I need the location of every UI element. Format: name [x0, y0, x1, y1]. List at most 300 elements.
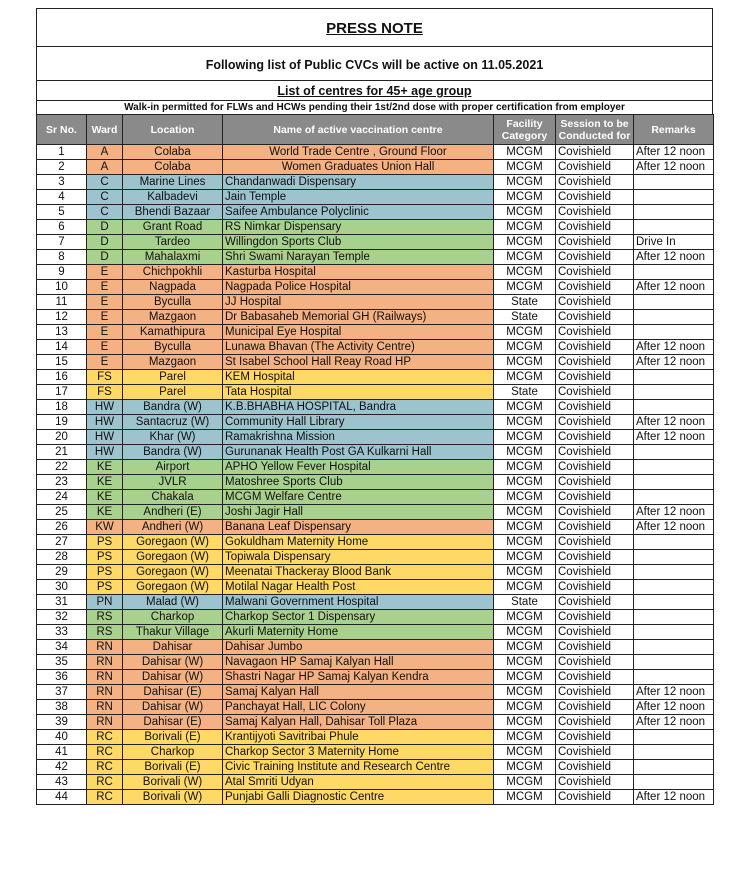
- cell-remarks: [634, 655, 714, 670]
- cell-sr-no: 29: [37, 565, 87, 580]
- cell-remarks: After 12 noon: [634, 520, 714, 535]
- cell-remarks: [634, 385, 714, 400]
- cell-location: Airport: [123, 460, 223, 475]
- cell-remarks: [634, 265, 714, 280]
- cell-ward: PS: [87, 550, 123, 565]
- cell-session: Covishield: [556, 265, 634, 280]
- cell-remarks: [634, 730, 714, 745]
- cell-centre-name: Dahisar Jumbo: [223, 640, 494, 655]
- cell-remarks: After 12 noon: [634, 685, 714, 700]
- cell-facility-category: State: [494, 310, 556, 325]
- table-row: [37, 760, 714, 775]
- cell-session: Covishield: [556, 235, 634, 250]
- cell-remarks: [634, 775, 714, 790]
- cell-facility-category: MCGM: [494, 550, 556, 565]
- column-header-session: Session to be Conducted for: [556, 115, 634, 145]
- cell-remarks: [634, 445, 714, 460]
- cell-location: Dahisar (E): [123, 685, 223, 700]
- cell-session: Covishield: [556, 730, 634, 745]
- cell-session: Covishield: [556, 355, 634, 370]
- cell-facility-category: MCGM: [494, 340, 556, 355]
- cell-session: Covishield: [556, 430, 634, 445]
- cell-facility-category: MCGM: [494, 700, 556, 715]
- cell-facility-category: MCGM: [494, 730, 556, 745]
- age-group-heading: [36, 80, 713, 100]
- cell-session: Covishield: [556, 505, 634, 520]
- cell-sr-no: 5: [37, 205, 87, 220]
- cell-location: Andheri (E): [123, 505, 223, 520]
- cell-remarks: [634, 595, 714, 610]
- cell-location: Parel: [123, 385, 223, 400]
- table-row: [37, 565, 714, 580]
- cell-session: Covishield: [556, 535, 634, 550]
- cell-remarks: [634, 490, 714, 505]
- cell-centre-name: Tata Hospital: [223, 385, 494, 400]
- cell-facility-category: MCGM: [494, 280, 556, 295]
- cell-ward: E: [87, 355, 123, 370]
- table-row: [37, 745, 714, 760]
- cell-sr-no: 42: [37, 760, 87, 775]
- cell-location: Bandra (W): [123, 445, 223, 460]
- table-row: [37, 700, 714, 715]
- cell-facility-category: MCGM: [494, 790, 556, 805]
- cell-ward: FS: [87, 385, 123, 400]
- cell-facility-category: MCGM: [494, 520, 556, 535]
- cell-location: Chichpokhli: [123, 265, 223, 280]
- cell-ward: RC: [87, 790, 123, 805]
- cell-location: Andheri (W): [123, 520, 223, 535]
- cell-sr-no: 14: [37, 340, 87, 355]
- table-row: [37, 190, 714, 205]
- cell-session: Covishield: [556, 475, 634, 490]
- cell-ward: RN: [87, 670, 123, 685]
- cell-centre-name: Women Graduates Union Hall: [223, 160, 494, 175]
- cell-session: Covishield: [556, 670, 634, 685]
- cell-centre-name: KEM Hospital: [223, 370, 494, 385]
- cell-ward: RN: [87, 700, 123, 715]
- cell-ward: D: [87, 220, 123, 235]
- cell-ward: KW: [87, 520, 123, 535]
- cell-location: Dahisar (W): [123, 700, 223, 715]
- age-group-heading-text: List of centres for 45+ age group: [277, 84, 472, 98]
- cell-remarks: [634, 760, 714, 775]
- cell-sr-no: 34: [37, 640, 87, 655]
- cell-facility-category: MCGM: [494, 415, 556, 430]
- cell-sr-no: 21: [37, 445, 87, 460]
- cell-ward: D: [87, 235, 123, 250]
- cell-facility-category: MCGM: [494, 220, 556, 235]
- cell-centre-name: JJ Hospital: [223, 295, 494, 310]
- cell-session: Covishield: [556, 760, 634, 775]
- cell-sr-no: 40: [37, 730, 87, 745]
- table-row: [37, 400, 714, 415]
- cell-remarks: [634, 205, 714, 220]
- cell-centre-name: Krantijyoti Savitribai Phule: [223, 730, 494, 745]
- cell-centre-name: Banana Leaf Dispensary: [223, 520, 494, 535]
- cell-remarks: [634, 625, 714, 640]
- cell-facility-category: MCGM: [494, 250, 556, 265]
- cell-sr-no: 16: [37, 370, 87, 385]
- cell-sr-no: 30: [37, 580, 87, 595]
- vaccination-centres-table: [36, 114, 714, 805]
- cell-facility-category: MCGM: [494, 745, 556, 760]
- cell-centre-name: Shastri Nagar HP Samaj Kalyan Kendra: [223, 670, 494, 685]
- cell-sr-no: 32: [37, 610, 87, 625]
- table-row: [37, 655, 714, 670]
- cell-centre-name: Municipal Eye Hospital: [223, 325, 494, 340]
- cell-ward: A: [87, 145, 123, 160]
- cell-ward: RN: [87, 640, 123, 655]
- table-row: [37, 670, 714, 685]
- cell-session: Covishield: [556, 190, 634, 205]
- cell-centre-name: MCGM Welfare Centre: [223, 490, 494, 505]
- cell-sr-no: 41: [37, 745, 87, 760]
- cell-centre-name: APHO Yellow Fever Hospital: [223, 460, 494, 475]
- cell-remarks: [634, 550, 714, 565]
- table-row: [37, 160, 714, 175]
- cell-remarks: [634, 190, 714, 205]
- table-row: [37, 580, 714, 595]
- table-row: [37, 445, 714, 460]
- cell-sr-no: 44: [37, 790, 87, 805]
- cell-sr-no: 12: [37, 310, 87, 325]
- cell-ward: RS: [87, 625, 123, 640]
- cell-centre-name: RS Nimkar Dispensary: [223, 220, 494, 235]
- table-row: [37, 295, 714, 310]
- cell-ward: RC: [87, 775, 123, 790]
- table-row: [37, 430, 714, 445]
- table-row: [37, 475, 714, 490]
- cell-sr-no: 31: [37, 595, 87, 610]
- cell-session: Covishield: [556, 295, 634, 310]
- cell-centre-name: Meenatai Thackeray Blood Bank: [223, 565, 494, 580]
- cell-centre-name: Akurli Maternity Home: [223, 625, 494, 640]
- cell-sr-no: 39: [37, 715, 87, 730]
- cell-remarks: [634, 580, 714, 595]
- cell-ward: PS: [87, 535, 123, 550]
- cell-sr-no: 2: [37, 160, 87, 175]
- cell-ward: HW: [87, 400, 123, 415]
- table-row: [37, 610, 714, 625]
- table-row: [37, 460, 714, 475]
- walk-in-note: Walk-in permitted for FLWs and HCWs pending their 1st/2nd dose with proper certification from employer: [36, 100, 713, 114]
- cell-remarks: [634, 370, 714, 385]
- table-row: [37, 235, 714, 250]
- cell-centre-name: Kasturba Hospital: [223, 265, 494, 280]
- cell-sr-no: 22: [37, 460, 87, 475]
- cell-session: Covishield: [556, 565, 634, 580]
- cell-session: Covishield: [556, 745, 634, 760]
- cell-facility-category: MCGM: [494, 580, 556, 595]
- cell-sr-no: 28: [37, 550, 87, 565]
- cell-centre-name: Joshi Jagir Hall: [223, 505, 494, 520]
- cell-ward: HW: [87, 430, 123, 445]
- table-row: [37, 790, 714, 805]
- cell-session: Covishield: [556, 655, 634, 670]
- cell-location: Kalbadevi: [123, 190, 223, 205]
- cell-remarks: [634, 175, 714, 190]
- column-header-category: Facility Category: [494, 115, 556, 145]
- cell-location: Goregaon (W): [123, 580, 223, 595]
- table-row: [37, 625, 714, 640]
- cell-location: Borivali (E): [123, 730, 223, 745]
- cell-centre-name: Ramakrishna Mission: [223, 430, 494, 445]
- cell-ward: HW: [87, 445, 123, 460]
- cell-session: Covishield: [556, 595, 634, 610]
- cell-remarks: After 12 noon: [634, 715, 714, 730]
- table-body: [37, 145, 714, 805]
- cell-location: JVLR: [123, 475, 223, 490]
- cell-location: Bhendi Bazaar: [123, 205, 223, 220]
- cell-sr-no: 25: [37, 505, 87, 520]
- cell-session: Covishield: [556, 145, 634, 160]
- cell-remarks: After 12 noon: [634, 145, 714, 160]
- table-row: [37, 370, 714, 385]
- cell-facility-category: MCGM: [494, 325, 556, 340]
- cell-remarks: [634, 295, 714, 310]
- table-row: [37, 535, 714, 550]
- cell-remarks: After 12 noon: [634, 415, 714, 430]
- cell-location: Charkop: [123, 610, 223, 625]
- cell-ward: FS: [87, 370, 123, 385]
- cell-ward: E: [87, 295, 123, 310]
- cell-centre-name: Shri Swami Narayan Temple: [223, 250, 494, 265]
- cell-session: Covishield: [556, 340, 634, 355]
- cell-ward: KE: [87, 475, 123, 490]
- cell-ward: A: [87, 160, 123, 175]
- cell-centre-name: Navagaon HP Samaj Kalyan Hall: [223, 655, 494, 670]
- column-header-ward: Ward: [87, 115, 123, 145]
- cell-location: Charkop: [123, 745, 223, 760]
- cell-centre-name: Charkop Sector 1 Dispensary: [223, 610, 494, 625]
- cell-facility-category: State: [494, 385, 556, 400]
- cell-session: Covishield: [556, 220, 634, 235]
- cell-location: Dahisar (W): [123, 670, 223, 685]
- cell-remarks: [634, 220, 714, 235]
- cell-remarks: Drive In: [634, 235, 714, 250]
- cell-sr-no: 17: [37, 385, 87, 400]
- cell-location: Borivali (E): [123, 760, 223, 775]
- cell-session: Covishield: [556, 175, 634, 190]
- cell-facility-category: MCGM: [494, 475, 556, 490]
- cell-facility-category: State: [494, 295, 556, 310]
- cell-facility-category: MCGM: [494, 145, 556, 160]
- cell-facility-category: MCGM: [494, 670, 556, 685]
- cell-ward: E: [87, 340, 123, 355]
- cell-sr-no: 23: [37, 475, 87, 490]
- cell-location: Bandra (W): [123, 400, 223, 415]
- cell-session: Covishield: [556, 445, 634, 460]
- table-header-row: [37, 115, 714, 145]
- document-subtitle: Following list of Public CVCs will be active on 11.05.2021: [36, 46, 713, 80]
- cell-ward: KE: [87, 460, 123, 475]
- cell-session: Covishield: [556, 325, 634, 340]
- press-note-sheet: [36, 8, 713, 805]
- cell-ward: E: [87, 265, 123, 280]
- cell-centre-name: Atal Smriti Udyan: [223, 775, 494, 790]
- cell-centre-name: Topiwala Dispensary: [223, 550, 494, 565]
- cell-sr-no: 13: [37, 325, 87, 340]
- cell-sr-no: 6: [37, 220, 87, 235]
- cell-centre-name: Jain Temple: [223, 190, 494, 205]
- column-header-centre: Name of active vaccination centre: [223, 115, 494, 145]
- cell-facility-category: MCGM: [494, 610, 556, 625]
- cell-facility-category: MCGM: [494, 370, 556, 385]
- cell-location: Chakala: [123, 490, 223, 505]
- cell-sr-no: 11: [37, 295, 87, 310]
- cell-sr-no: 20: [37, 430, 87, 445]
- cell-facility-category: MCGM: [494, 355, 556, 370]
- cell-facility-category: MCGM: [494, 640, 556, 655]
- cell-sr-no: 8: [37, 250, 87, 265]
- cell-location: Mazgaon: [123, 355, 223, 370]
- cell-facility-category: MCGM: [494, 430, 556, 445]
- cell-session: Covishield: [556, 685, 634, 700]
- cell-centre-name: Willingdon Sports Club: [223, 235, 494, 250]
- cell-facility-category: MCGM: [494, 685, 556, 700]
- cell-facility-category: MCGM: [494, 775, 556, 790]
- cell-centre-name: Dr Babasaheb Memorial GH (Railways): [223, 310, 494, 325]
- cell-session: Covishield: [556, 415, 634, 430]
- table-row: [37, 220, 714, 235]
- cell-ward: C: [87, 205, 123, 220]
- cell-session: Covishield: [556, 790, 634, 805]
- cell-centre-name: Samaj Kalyan Hall, Dahisar Toll Plaza: [223, 715, 494, 730]
- table-row: [37, 520, 714, 535]
- cell-centre-name: Matoshree Sports Club: [223, 475, 494, 490]
- cell-session: Covishield: [556, 370, 634, 385]
- cell-remarks: [634, 745, 714, 760]
- cell-remarks: [634, 640, 714, 655]
- cell-centre-name: Nagpada Police Hospital: [223, 280, 494, 295]
- cell-centre-name: Malwani Government Hospital: [223, 595, 494, 610]
- cell-location: Dahisar (W): [123, 655, 223, 670]
- cell-session: Covishield: [556, 550, 634, 565]
- cell-location: Khar (W): [123, 430, 223, 445]
- cell-sr-no: 24: [37, 490, 87, 505]
- cell-facility-category: MCGM: [494, 445, 556, 460]
- cell-session: Covishield: [556, 520, 634, 535]
- cell-facility-category: MCGM: [494, 625, 556, 640]
- column-header-location: Location: [123, 115, 223, 145]
- cell-facility-category: MCGM: [494, 490, 556, 505]
- table-row: [37, 145, 714, 160]
- cell-location: Dahisar: [123, 640, 223, 655]
- cell-session: Covishield: [556, 610, 634, 625]
- cell-ward: RN: [87, 715, 123, 730]
- table-row: [37, 415, 714, 430]
- cell-session: Covishield: [556, 640, 634, 655]
- cell-remarks: After 12 noon: [634, 340, 714, 355]
- cell-sr-no: 37: [37, 685, 87, 700]
- cell-remarks: [634, 610, 714, 625]
- cell-centre-name: Community Hall Library: [223, 415, 494, 430]
- cell-session: Covishield: [556, 310, 634, 325]
- cell-centre-name: Chandanwadi Dispensary: [223, 175, 494, 190]
- cell-location: Colaba: [123, 145, 223, 160]
- cell-session: Covishield: [556, 400, 634, 415]
- cell-ward: RS: [87, 610, 123, 625]
- cell-centre-name: Gurunanak Health Post GA Kulkarni Hall: [223, 445, 494, 460]
- cell-ward: PS: [87, 580, 123, 595]
- cell-remarks: [634, 565, 714, 580]
- cell-centre-name: Saifee Ambulance Polyclinic: [223, 205, 494, 220]
- cell-facility-category: MCGM: [494, 400, 556, 415]
- table-row: [37, 550, 714, 565]
- cell-facility-category: MCGM: [494, 265, 556, 280]
- cell-centre-name: Motilal Nagar Health Post: [223, 580, 494, 595]
- cell-sr-no: 7: [37, 235, 87, 250]
- cell-location: Thakur Village: [123, 625, 223, 640]
- cell-remarks: [634, 535, 714, 550]
- table-row: [37, 175, 714, 190]
- cell-sr-no: 19: [37, 415, 87, 430]
- cell-facility-category: MCGM: [494, 505, 556, 520]
- cell-sr-no: 3: [37, 175, 87, 190]
- cell-centre-name: Gokuldham Maternity Home: [223, 535, 494, 550]
- cell-location: Goregaon (W): [123, 550, 223, 565]
- cell-location: Dahisar (E): [123, 715, 223, 730]
- cell-ward: RC: [87, 760, 123, 775]
- cell-location: Tardeo: [123, 235, 223, 250]
- cell-session: Covishield: [556, 385, 634, 400]
- table-row: [37, 250, 714, 265]
- cell-location: Byculla: [123, 295, 223, 310]
- cell-facility-category: MCGM: [494, 160, 556, 175]
- cell-sr-no: 26: [37, 520, 87, 535]
- cell-sr-no: 43: [37, 775, 87, 790]
- cell-facility-category: MCGM: [494, 205, 556, 220]
- cell-location: Marine Lines: [123, 175, 223, 190]
- cell-centre-name: Civic Training Institute and Research Centre: [223, 760, 494, 775]
- table-row: [37, 775, 714, 790]
- cell-ward: KE: [87, 490, 123, 505]
- cell-facility-category: MCGM: [494, 760, 556, 775]
- cell-session: Covishield: [556, 490, 634, 505]
- table-row: [37, 340, 714, 355]
- cell-remarks: [634, 310, 714, 325]
- cell-location: Colaba: [123, 160, 223, 175]
- cell-ward: PS: [87, 565, 123, 580]
- cell-centre-name: St Isabel School Hall Reay Road HP: [223, 355, 494, 370]
- cell-session: Covishield: [556, 700, 634, 715]
- cell-remarks: After 12 noon: [634, 430, 714, 445]
- cell-centre-name: World Trade Centre , Ground Floor: [223, 145, 494, 160]
- cell-location: Borivali (W): [123, 790, 223, 805]
- cell-sr-no: 1: [37, 145, 87, 160]
- cell-ward: RC: [87, 745, 123, 760]
- cell-centre-name: Samaj Kalyan Hall: [223, 685, 494, 700]
- cell-session: Covishield: [556, 160, 634, 175]
- cell-location: Parel: [123, 370, 223, 385]
- table-row: [37, 640, 714, 655]
- cell-ward: E: [87, 280, 123, 295]
- cell-session: Covishield: [556, 460, 634, 475]
- cell-sr-no: 36: [37, 670, 87, 685]
- cell-ward: RC: [87, 730, 123, 745]
- cell-facility-category: MCGM: [494, 715, 556, 730]
- cell-remarks: [634, 460, 714, 475]
- table-row: [37, 715, 714, 730]
- cell-ward: E: [87, 325, 123, 340]
- cell-remarks: After 12 noon: [634, 160, 714, 175]
- cell-ward: E: [87, 310, 123, 325]
- table-row: [37, 730, 714, 745]
- cell-sr-no: 33: [37, 625, 87, 640]
- table-row: [37, 310, 714, 325]
- cell-facility-category: MCGM: [494, 535, 556, 550]
- cell-session: Covishield: [556, 775, 634, 790]
